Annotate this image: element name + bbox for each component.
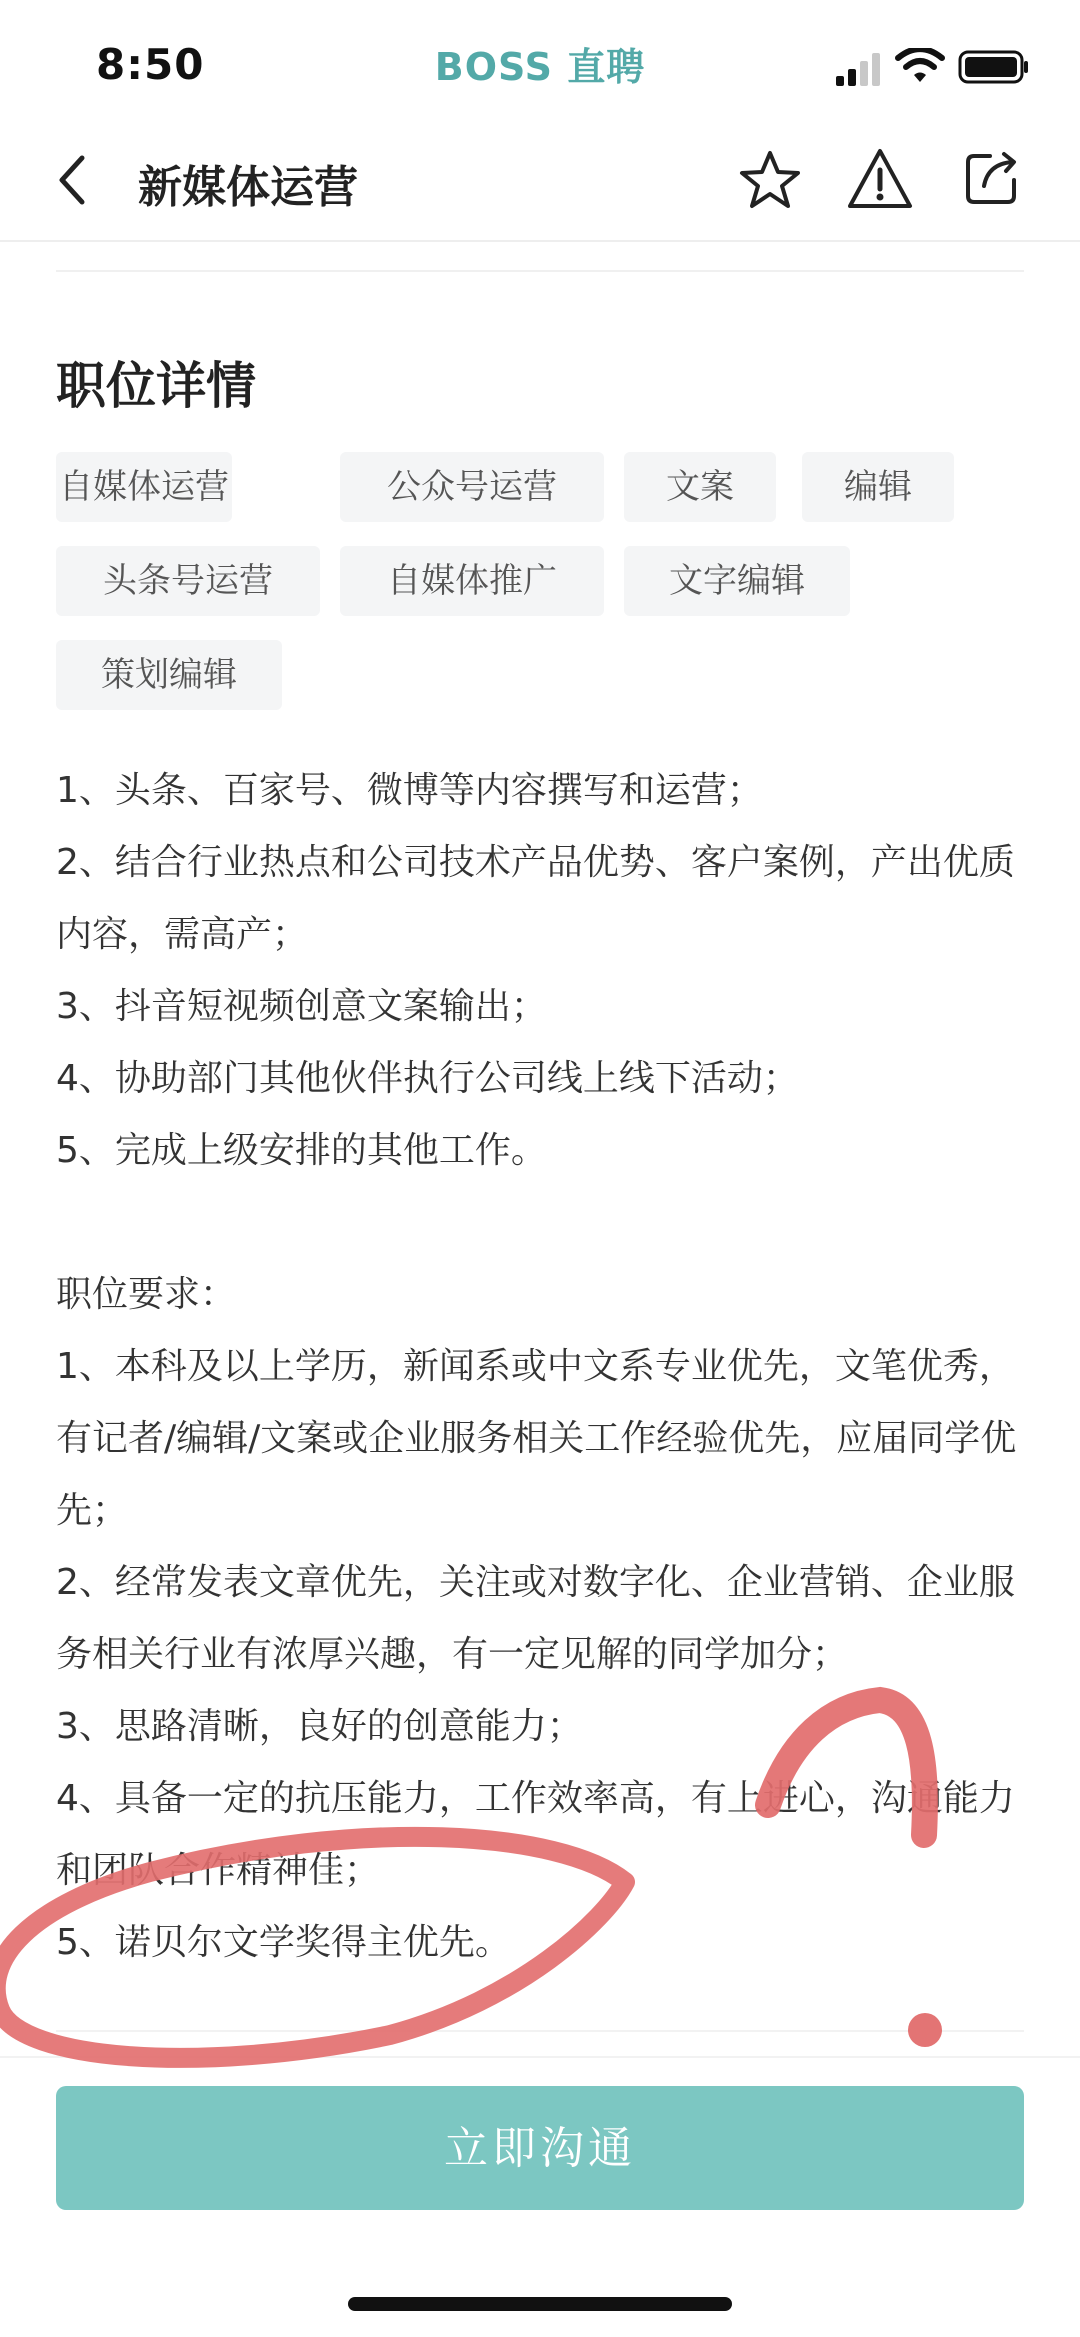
status-time: 8:50 (96, 40, 205, 89)
spacer (56, 1187, 1026, 1259)
section-title: 职位详情 (56, 357, 256, 415)
tag: 头条号运营 (56, 546, 320, 616)
requirement-item: 2、经常发表文章优先，关注或对数字化、企业营销、企业服务相关行业有浓厚兴趣，有一定见解的同学加分； (56, 1562, 1015, 1675)
share-icon[interactable] (960, 148, 1022, 210)
duty-item: 3、抖音短视频创意文案输出； (56, 986, 547, 1027)
section-divider (56, 270, 1024, 272)
page-title: 新媒体运营 (138, 162, 358, 213)
wifi-icon (895, 48, 945, 86)
warning-icon[interactable] (846, 146, 914, 212)
tag: 自媒体推广 (340, 546, 604, 616)
requirement-item: 5、诺贝尔文学奖得主优先。 (56, 1922, 511, 1963)
duty-item: 5、完成上级安排的其他工作。 (56, 1130, 547, 1171)
duty-item: 1、头条、百家号、微博等内容撰写和运营； (56, 770, 763, 811)
home-indicator (348, 2297, 732, 2311)
tag: 自媒体运营 (56, 452, 232, 522)
star-icon[interactable] (738, 148, 802, 212)
bottom-bar-separator (0, 2056, 1080, 2058)
duty-item: 4、协助部门其他伙伴执行公司线上线下活动； (56, 1058, 799, 1099)
status-app-name: BOSS 直聘 (434, 45, 646, 89)
requirements-heading: 职位要求： (56, 1274, 237, 1315)
requirement-item: 4、具备一定的抗压能力，工作效率高，有上进心，沟通能力和团队合作精神佳； (56, 1778, 1015, 1891)
requirement-item: 1、本科及以上学历，新闻系或中文系专业优先，文笔优秀，有记者/编辑/文案或企业服务相关工作经验优先，应届同学优先； (56, 1346, 1017, 1531)
content-divider (56, 2030, 1024, 2032)
tag: 公众号运营 (340, 452, 604, 522)
back-icon[interactable] (52, 150, 92, 210)
requirement-item: 3、思路清晰，良好的创意能力； (56, 1706, 583, 1747)
job-description (56, 755, 1026, 1979)
chat-now-button[interactable]: 立即沟通 (56, 2086, 1024, 2210)
tag: 编辑 (802, 452, 954, 522)
signal-icon (834, 52, 882, 86)
tag: 文案 (624, 452, 776, 522)
duty-item: 2、结合行业热点和公司技术产品优势、客户案例，产出优质内容，需高产； (56, 842, 1015, 955)
tag: 文字编辑 (624, 546, 850, 616)
battery-icon (958, 50, 1030, 84)
tag: 策划编辑 (56, 640, 282, 710)
